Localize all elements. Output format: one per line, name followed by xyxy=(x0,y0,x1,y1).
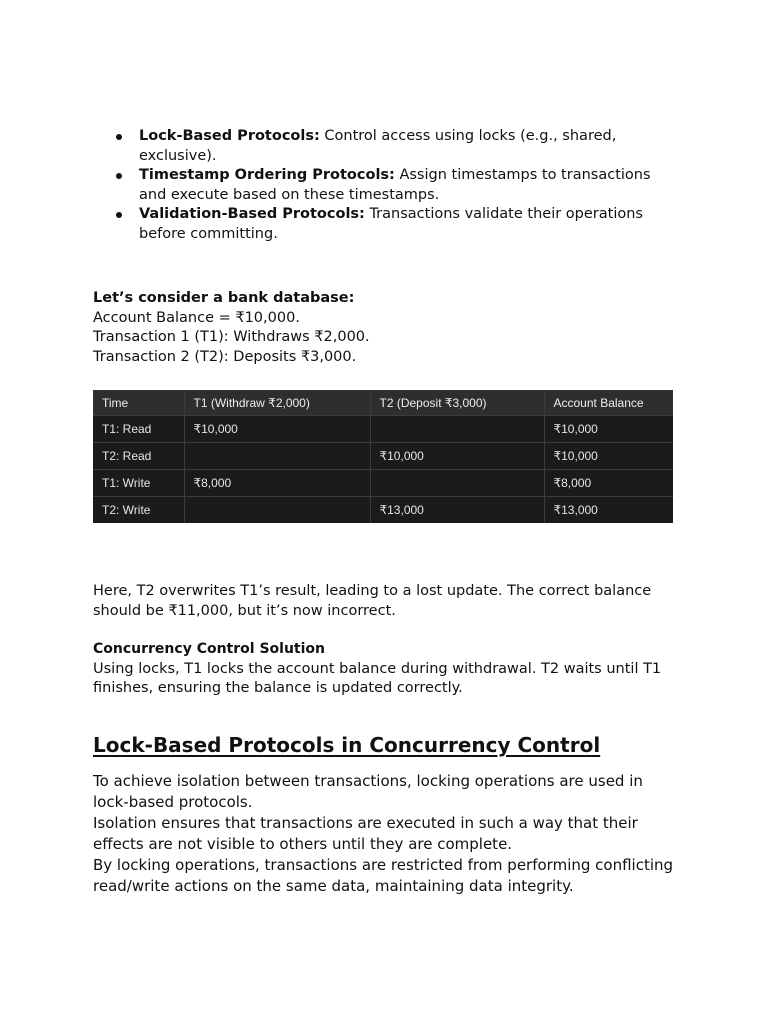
solution-block xyxy=(93,640,683,699)
table-row xyxy=(93,497,673,524)
bullet-icon xyxy=(116,134,122,140)
table-cell xyxy=(370,470,544,497)
table-row xyxy=(93,443,673,470)
bullet-icon xyxy=(116,212,122,218)
list-item xyxy=(115,127,675,166)
table-cell xyxy=(184,497,370,524)
solution-heading: Concurrency Control Solution xyxy=(93,641,325,657)
protocol-name: Timestamp Ordering Protocols: xyxy=(139,167,395,183)
protocol-name: Validation-Based Protocols: xyxy=(139,206,365,222)
table-cell: T1: Read xyxy=(93,416,184,443)
transaction-table xyxy=(93,390,673,523)
body-line: Isolation ensures that transactions are executed in such a way that their effects are not visible to others until they are complete. xyxy=(93,814,638,853)
column-header: Account Balance xyxy=(544,390,673,416)
table-row xyxy=(93,470,673,497)
solution-text: Using locks, T1 locks the account balance during withdrawal. T2 waits until T1 finishes, ensuring the balance is updated correctly. xyxy=(93,660,662,696)
bank-example xyxy=(93,289,693,367)
bullet-icon xyxy=(116,173,122,179)
body-line: By locking operations, transactions are restricted from performing conflicting read/write actions on the same data, maintaining data integrity. xyxy=(93,856,674,895)
example-heading: Let’s consider a bank database: xyxy=(93,290,355,306)
table-row xyxy=(93,416,673,443)
protocol-desc: Transactions validate their operations before committing. xyxy=(139,206,643,242)
table-cell: ₹10,000 xyxy=(544,443,673,470)
table-cell: ₹13,000 xyxy=(544,497,673,524)
table-cell: ₹8,000 xyxy=(184,470,370,497)
lost-update-paragraph: Here, T2 overwrites T1’s result, leading to a lost update. The correct balance should be ₹11,000, but it’s now incorrect. xyxy=(93,583,652,619)
table-cell: ₹13,000 xyxy=(370,497,544,524)
example-line: Transaction 1 (T1): Withdraws ₹2,000. xyxy=(93,329,370,345)
table-cell: ₹10,000 xyxy=(184,416,370,443)
protocol-desc: Assign timestamps to transactions and execute based on these timestamps. xyxy=(139,167,651,203)
example-line: Transaction 2 (T2): Deposits ₹3,000. xyxy=(93,348,357,365)
example-line: Account Balance = ₹10,000. xyxy=(93,309,300,326)
table-header-row xyxy=(93,390,673,416)
table-cell: ₹10,000 xyxy=(544,416,673,443)
protocol-desc: Control access using locks (e.g., shared, exclusive). xyxy=(139,128,617,164)
table-cell: T2: Write xyxy=(102,503,151,517)
protocol-name: Lock-Based Protocols: xyxy=(139,128,320,144)
column-header: T2 (Deposit ₹3,000) xyxy=(370,390,544,416)
column-header: T1 (Withdraw ₹2,000) xyxy=(184,390,370,416)
list-item xyxy=(115,205,675,244)
table-cell xyxy=(370,416,544,443)
protocol-list xyxy=(115,127,675,244)
table-cell: T1: Write xyxy=(93,470,184,497)
list-item xyxy=(115,166,675,205)
table-cell xyxy=(184,443,370,470)
table-cell: T2: Read xyxy=(93,443,184,470)
body-line: To achieve isolation between transactions, locking operations are used in lock-based protocols. xyxy=(93,772,643,811)
column-header: Time xyxy=(93,390,184,416)
table-cell: ₹10,000 xyxy=(370,443,544,470)
lock-section-body xyxy=(93,771,683,897)
section-title: Lock-Based Protocols in Concurrency Control xyxy=(93,733,601,757)
table-cell: ₹8,000 xyxy=(544,470,673,497)
